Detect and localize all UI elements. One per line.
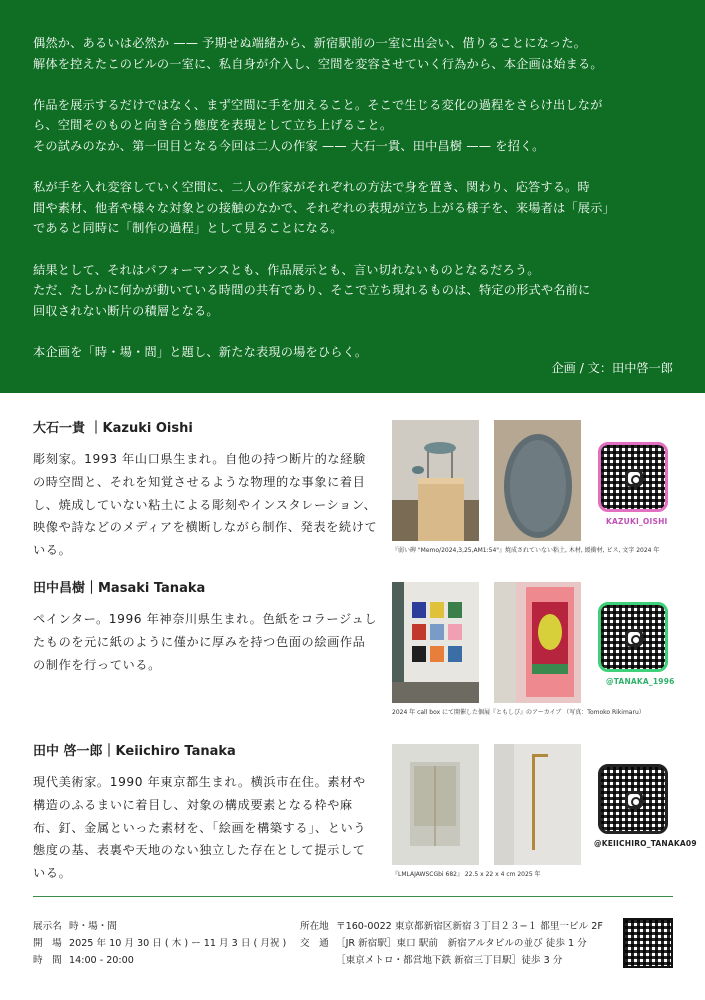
- footer-label: 交 通: [300, 938, 329, 949]
- intro-paragraph-1: 偶然か、あるいは必然か —— 予期せぬ端緒から、新宿駅前の一室に出会い、借りることになった。 解体を控えたこのビルの一室に、私自身が介入し、空間を変容させていく行為から、本企画は始まる。: [33, 36, 603, 71]
- footer-title-row: [33, 918, 286, 935]
- footer-access-row: [300, 935, 603, 952]
- instagram-icon: [625, 469, 643, 487]
- intro-text: [33, 33, 681, 383]
- footer-divider: [33, 896, 673, 897]
- footer-value: 2025 年 10 月 30 日 ( 木 ) ー 11 月 3 日 ( 月祝 ): [69, 938, 287, 949]
- footer-venue-info: [300, 918, 603, 969]
- artist-name: 大石一貴 ｜Kazuki Oishi: [33, 421, 193, 436]
- artwork-caption-oishi: 『弱い碑 "Memo/2024,3,25,AM1:54"』焼成されていない粘土, 木材, 緩衝材, ビス, 文字 2024 年: [392, 547, 660, 554]
- artist-bio: ペインター。1996 年神奈川県生まれ。色紙をコラージュしたものを元に紙のように僅かに厚みを持つ色面の絵画作品の制作を行っている。: [33, 612, 378, 672]
- artwork-caption-masaki: 2024 年 call box にて開催した個展『ともしび』のアーカイブ （写真：Tomoko Rikimaru）: [392, 709, 645, 716]
- footer-access-row-2: [300, 952, 603, 969]
- artwork-photo-oishi-installation: [392, 420, 479, 541]
- artwork-photo-keiichiro-side: [494, 744, 581, 865]
- intro-paragraph-5: 本企画を「時・場・間」と題し、新たな表現の場をひらく。: [33, 344, 368, 359]
- footer-value: 14:00 - 20:00: [69, 955, 134, 966]
- footer-label: 展示名: [33, 921, 62, 932]
- footer-value: ［JR 新宿駅］東口 駅前 新宿アルタビルの並び 徒歩 1 分: [336, 938, 587, 949]
- intro-paragraph-3: 私が手を入れ変容していく空間に、二人の作家がそれぞれの方法で身を置き、関わり、応答する。時 間や素材、他者や様々な対象との接触のなかで、それぞれの表現が立ち上がる様子を、来場者は「展示」 であると同時に「制作の過程」として見ることになる。: [33, 180, 615, 236]
- artist-masaki-tanaka: [33, 578, 378, 676]
- instagram-handle-oishi: KAZUKI_OISHI: [606, 517, 668, 526]
- artwork-caption-keiichiro: 『LMLAJAWSCGbi 682』 22.5 x 22 x 4 cm 2025 年: [392, 871, 541, 878]
- artist-name: 田中昌樹｜Masaki Tanaka: [33, 581, 206, 596]
- footer-event-info: [33, 918, 286, 969]
- artist-bio: 彫刻家。1993 年山口県生まれ。自他の持つ断片的な経験の時空間と、それを知覚させるような物理的な事象に着目し、焼成していない粘土による彫刻やインスタレーション、映像や詩などのメディアを横断しながら制作、発表を続けている。: [33, 452, 378, 558]
- footer-label: 時 間: [33, 955, 62, 966]
- footer-value: 時・場・間: [69, 921, 117, 932]
- footer-value: 〒160-0022 東京都新宿区新宿３丁目２３−１ 都里一ビル 2F: [336, 921, 603, 932]
- footer-value: ［東京メトロ・都営地下鉄 新宿三丁目駅］徒歩 3 分: [336, 955, 563, 966]
- artwork-photo-masaki-painting: [494, 582, 581, 703]
- artist-oishi: [33, 418, 378, 562]
- footer-label: 所在地: [300, 921, 329, 932]
- intro-credit: 企画 / 文：田中啓一郎: [551, 361, 673, 375]
- footer-label: 開 場: [33, 938, 62, 949]
- instagram-qr-masaki[interactable]: [598, 602, 668, 672]
- instagram-handle-keiichiro: @KEIICHIRO_TANAKA09: [594, 839, 697, 848]
- artist-bio: 現代美術家。1990 年東京都生まれ。横浜市在住。素材や構造のふるまいに着目し、対象の構成要素となる枠や麻布、釘、金属といった素材を、「絵画を構築する」、という態度の基、表裏や天地のない独立した存在として提示している。: [33, 775, 367, 881]
- instagram-icon: [625, 791, 643, 809]
- artist-keiichiro-tanaka: [33, 741, 378, 885]
- intro-panel: [0, 0, 705, 393]
- instagram-icon: [625, 629, 643, 647]
- intro-paragraph-4: 結果として、それはパフォーマンスとも、作品展示とも、言い切れないものとなるだろう。 ただ、たしかに何かが動いている時間の共有であり、そこで立ち現れるものは、特定の形式や名前に 回収されない断片の積層となる。: [33, 262, 591, 318]
- footer-period-row: [33, 935, 286, 952]
- artwork-photo-masaki-gallery: [392, 582, 479, 703]
- instagram-qr-oishi[interactable]: [598, 442, 668, 512]
- footer-address-row: [300, 918, 603, 935]
- instagram-qr-keiichiro[interactable]: [598, 764, 668, 834]
- artwork-photo-keiichiro-front: [392, 744, 479, 865]
- instagram-handle-masaki: @TANAKA_1996: [606, 677, 675, 686]
- artist-name: 田中 啓一郎｜Keiichiro Tanaka: [33, 744, 236, 759]
- footer-time-row: [33, 952, 286, 969]
- map-qr-code[interactable]: [623, 918, 673, 968]
- intro-paragraph-2: 作品を展示するだけではなく、まず空間に手を加えること。そこで生じる変化の過程をさらけ出しなが ら、空間そのものと向き合う態度を表現として立ち上げること。 その試みのなか、第一回目となる今回は二人の作家 —— 大石一貴、田中昌樹 —— を招く。: [33, 97, 603, 153]
- artwork-photo-oishi-detail: [494, 420, 581, 541]
